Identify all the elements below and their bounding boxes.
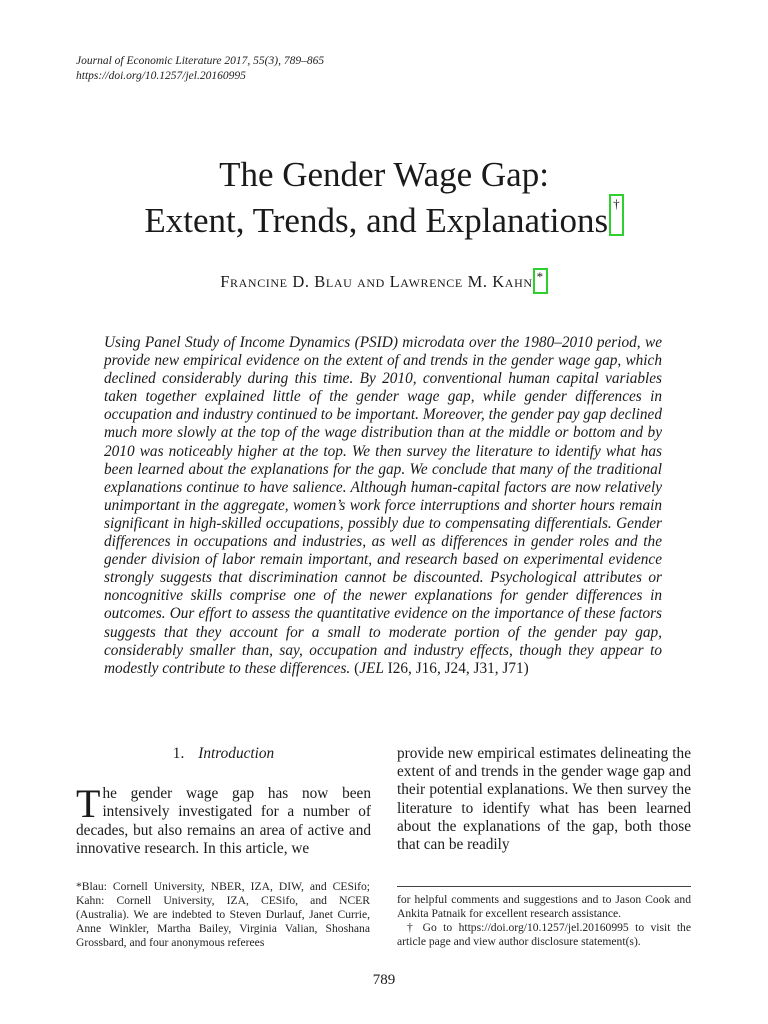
jel-label: JEL	[359, 659, 384, 677]
drop-cap: T	[76, 781, 101, 827]
footnote-divider	[397, 886, 691, 887]
body-column-left	[76, 745, 371, 858]
author-line	[0, 269, 768, 298]
intro-text-right: provide new empirical estimates delineating the extent of and trends in the gender wage gap and their potential explanations. We then survey the literature to identify what has been learned about the explanations of the gap, both those that can be readily	[397, 745, 691, 854]
footnote-acknowledgements: for helpful comments and suggestions and to Jason Cook and Ankita Patnaik for excellent research assistance.	[397, 893, 691, 920]
title-line-2	[0, 198, 768, 244]
body-column-right	[397, 745, 691, 854]
doi-link[interactable]: https://doi.org/10.1257/jel.20160995	[76, 70, 246, 82]
paper-title	[0, 152, 768, 244]
footnote-disclosure[interactable]: † Go to https://doi.org/10.1257/jel.20160995 to visit the article page and view author disclosure statement(s).	[397, 921, 691, 948]
dagger-footnote-marker[interactable]: †	[609, 194, 624, 236]
jel-codes: (JEL I26, J16, J24, J31, J71)	[354, 659, 529, 677]
author-footnote-marker[interactable]: *	[533, 268, 548, 294]
section-title: Introduction	[198, 745, 275, 762]
footnote-right	[397, 893, 691, 949]
intro-text-left: he gender wage gap has now been intensively investigated for a number of decades, but also remains an area of active and innovative research. In this article, we	[76, 785, 371, 857]
title-line-1: The Gender Wage Gap:	[219, 155, 549, 194]
abstract	[104, 334, 662, 678]
section-heading	[76, 745, 371, 763]
page-number: 789	[372, 972, 396, 988]
journal-citation: Journal of Economic Literature 2017, 55(3), 789–865	[76, 55, 325, 67]
title-line-2-text: Extent, Trends, and Explanations	[144, 201, 609, 240]
author-names: Francine D. Blau and Lawrence M. Kahn	[220, 272, 533, 291]
journal-header	[76, 54, 324, 84]
section-number: 1.	[172, 745, 185, 762]
abstract-text: Using Panel Study of Income Dynamics (PSID) microdata over the 1980–2010 period, we provide new empirical evidence on the extent of and trends in the gender wage gap, which declined considerably during this time. By 2010, conventional human capital variables taken together explained little of the gender wage gap, while gender differences in occupation and industry continued to be important. Moreover, the gender pay gap declined much more slowly at the top of the wage distribution than at the middle or bottom and by 2010 was noticeably higher at the top. We then survey the literature to identify what has been learned about the explanations for the gap. We conclude that many of the traditional explanations continue to have salience. Although human-capital factors are now relatively unimportant in the aggregate, women’s work force interruptions and shorter hours remain significant in high-skilled occupations, possibly due to compensating differentials. Gender differences in occupations and industries, as well as differences in gender roles and the gender division of labor remain important, and research based on experimental evidence strongly suggests that discrimination cannot be discounted. Psychological attributes or noncognitive skills comprise one of the newer explanations for gender differences in outcomes. Our effort to assess the quantitative evidence on the importance of these factors suggests that they account for a small to moderate portion of the gender pay gap, considerably smaller than, say, occupation and industry effects, though they appear to modestly contribute to these differences.	[104, 334, 662, 677]
intro-paragraph	[76, 781, 371, 858]
jel-code-list: I26, J16, J24, J31, J71)	[383, 659, 529, 677]
footnote-left: *Blau: Cornell University, NBER, IZA, DIW, and CESifo; Kahn: Cornell University, IZA, CESifo, and NCER (Australia). We are indebted to Steven Durlauf, Janet Currie, Anne Winkler, Martha Bailey, Virginia Valian, Shoshana Grossbard, and four anonymous referees	[76, 880, 370, 949]
